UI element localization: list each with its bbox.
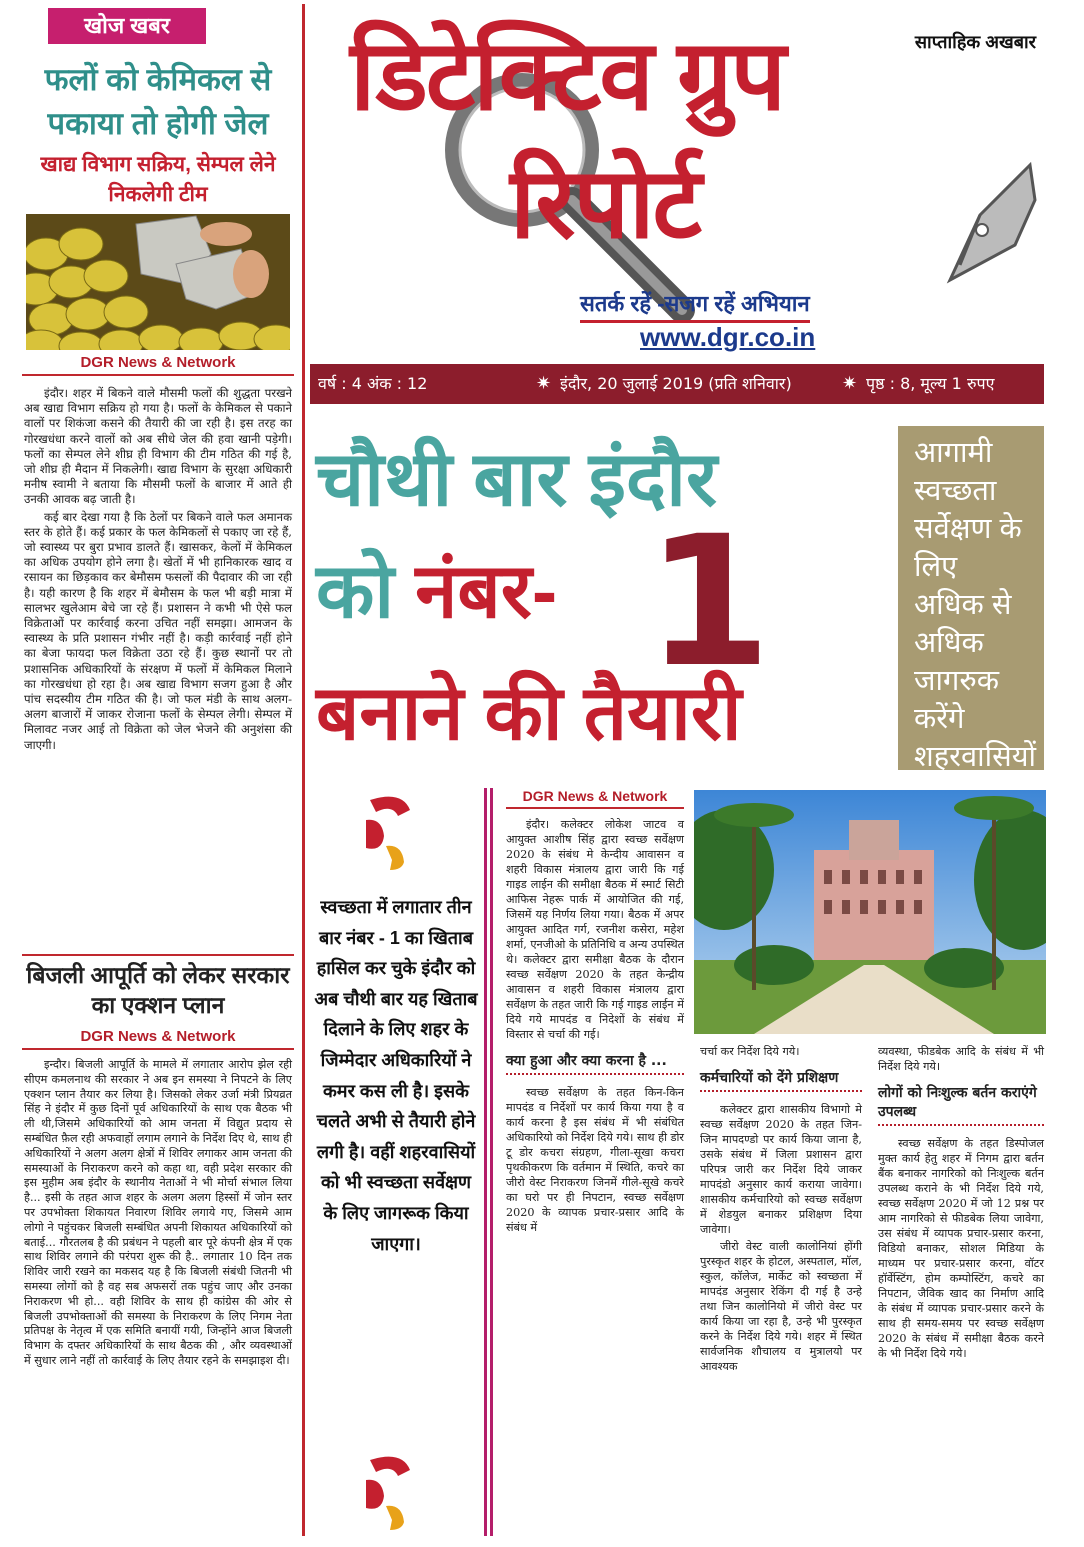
- section-subhead: लोगों को निःशुल्क बर्तन कराएंगे उपलब्ध: [878, 1084, 1044, 1126]
- lead-col-2: [700, 1044, 862, 1376]
- star-icon: ✷: [536, 373, 552, 394]
- story-divider: [22, 954, 294, 956]
- masthead-slogan: सतर्क रहें -सजग रहें अभियान: [580, 288, 810, 323]
- issue-pages-price: पृष्ठ : 8, मूल्य 1 रुपए: [866, 374, 995, 393]
- double-rule: [490, 788, 493, 1536]
- pull-quote-box: [312, 790, 480, 1534]
- section-subhead: क्या हुआ और क्या करना है ...: [506, 1052, 684, 1075]
- pull-quote-text: स्वच्छता में लगातार तीन बार नंबर - 1 का खिताब हासिल कर चुके इंदौर को अब चौथी बार यह खिताब दिलाने के लिए शहर के जिम्मेदार अधिकारियों ने कमर कस ली है। इसके चलते अभी से तैयारी होने लगी है। वहीं शहरवासियों को भी स्वच्छता सर्वेक्षण के लिए जागरूक किया जाएगा।: [314, 897, 478, 1254]
- paragraph: चर्चा कर निर्देश दिये गये।: [700, 1045, 800, 1058]
- lead-col-3: [878, 1044, 1044, 1363]
- left-story2-body: [24, 1058, 292, 1371]
- section-subhead: कर्मचारियों को देंगे प्रशिक्षण: [700, 1069, 862, 1092]
- left-headline-2: बिजली आपूर्ति को लेकर सरकार का एक्शन प्लान: [26, 962, 290, 1018]
- byline-rule-2: [22, 1048, 294, 1050]
- mango-photo: [26, 214, 290, 350]
- paragraph: व्यवस्था, फीडबेक आदि के संबंध में भी निर्देश दिये गये।: [878, 1045, 1044, 1073]
- kicker-badge: खोज खबर: [48, 8, 206, 44]
- double-rule: [484, 788, 487, 1536]
- paragraph: इन्दौर। बिजली आपूर्ति के मामले में लगातार आरोप झेल रही सीएम कमलनाथ की सरकार ने अब इन समस्या ने निपटने के लिए एक्शन प्लान तैयार कर लिया है। जिसको लेकर उर्जा मंत्री प्रियव्रत सिंह ने इंदौर में कुछ दिनों पूर्व अधिकारियों के साथ एक बैठक भी ली थी,जिसमे अधिकारियों को आम जनता में विद्युत प्रदाय से सम्बंधित फ़ैल रही अफवाहों लगाम लगाने के निर्देश दिए थे, साथ ही अधिकारियों ने अलग अलग क्षेत्रों में शिविर लगाकर आम जनता की समस्याओं के निराकरण करने को कहा था, वही प्रदेश सरकार की इस मुहीम अब इंदौर के स्थानीय नेताओं ने भी मोर्चा संभाल लिया है... इसी के तहत आज शहर के अलग अलग हिस्सों में जोन स्तर पर उपभोक्ता शिकायत निवारण शिविर लगाये गए, जिसमे आम लोगो ने पहुंचकर बिजली सम्बंधित अपनी शिकायत अधिकारियों को बताई... गौरतलब है की प्रबंधन ने पहली बार पूरे कंपनी क्षेत्र में एक साथ शिविर लगाने की परंपरा शुरू की है.. लगातार 10 दिन तक शिविर जारी रखने का मकसद यह है कि बिजली संबंधी जितनी भी समस्या लोगों को है वह सब अफसरों तक पहुंच जाए और उनका निराकरण भी हो... वही शिविर के साथ ही कांग्रेस की ओर से बिजली उपभोक्ताओं की समस्या के निराकरण के लिए निगम नेता प्रतिपक्ष के नेतृत्व में एक समिति बनायीं गयी, जिन्होंने आज बिजली विभाग के दफ्तर अधिकारियों के साथ बैठक की , और व्यवस्थाओं में सुधार लाने नहीं तो कार्रवाई के लिए तैयार रहने के समझाइश दी।: [24, 1058, 292, 1367]
- lead-headline: [316, 430, 886, 785]
- paragraph: कलेक्टर द्वारा शासकीय विभागो मे स्वच्छ सर्वेक्षण 2020 के तहत जिन-जिन मापदण्डो पर कार्य किया जाना है, उसके संबंध में जिला प्रशासन द्वारा परिपत्र जारी कर निर्देश दिये जाकर मापदंडो अनुसार कार्य कराया जावेगा। शासकीय कर्मचारियो को स्वच्छ सर्वेक्षण में शेडयुल बनाकर प्रशिक्षण दिया जावेगा।: [700, 1103, 862, 1236]
- lead-byline: DGR News & Network: [522, 788, 668, 804]
- pen-nib-icon: [920, 160, 1040, 290]
- byline-rule: [506, 807, 684, 809]
- left-column: [22, 6, 294, 1536]
- left-story-body: [24, 386, 292, 755]
- column-separator: [302, 4, 305, 1536]
- masthead: [310, 0, 1084, 360]
- masthead-title-line1: डिटेक्टिव ग्रुप: [350, 20, 785, 130]
- quote-mark-icon: [362, 1450, 422, 1530]
- weekly-tag: साप्ताहिक अखबार: [914, 32, 1036, 52]
- masthead-website[interactable]: www.dgr.co.in: [640, 322, 816, 352]
- left-subhead: खाद्य विभाग सक्रिय, सेम्पल लेने निकलेगी टीम: [40, 153, 276, 206]
- paragraph: इंदौर। शहर में बिकने वाले मौसमी फलों की शुद्धता परखने अब खाद्य विभाग सक्रिय हो गया है। फलों के केमिकल से पकाने वालों पर शिकंजा कसने की तैयारी की जा रही है। इस तरह का गोरखधंधा करने वालों को अब सीधे जेल की हवा खानी पड़ेगी। फलों का सेम्पल लेने शीघ्र ही विभाग की टीम गठित की गई है, जो शीघ्र ही मैदान में निकलेगी। खाद्य विभाग के सुरक्षा अधिकारी मनीष स्वामी ने बताया कि मौसमी फलों के बाजार में आते ही उनकी आवक बढ़ जाती है।: [24, 386, 292, 507]
- byline-rule: [22, 374, 294, 376]
- side-box: आगामी स्वच्छता सर्वेक्षण के लिए अधिक से अधिक जागरुक करेंगे शहरवासियों: [898, 426, 1044, 770]
- masthead-title-line2: रिपोर्ट: [510, 148, 700, 258]
- issue-dateline: इंदौर, 20 जुलाई 2019 (प्रति शनिवार): [560, 374, 792, 393]
- headline-word-ko: को: [316, 549, 395, 634]
- headline-line3: बनाने की तैयारी: [316, 671, 742, 756]
- star-icon: ✷: [842, 373, 858, 394]
- left-byline-2: DGR News & Network: [80, 1028, 236, 1045]
- mango-illustration: [26, 214, 290, 350]
- headline-line1: चौथी बार इंदौर: [316, 437, 718, 522]
- left-byline: DGR News & Network: [80, 354, 236, 371]
- headline-line2: [316, 542, 557, 642]
- paragraph: कई बार देखा गया है कि ठेलों पर बिकने वाले फल अमानक स्तर के होते हैं। कई प्रकार के फल केमिकलों से पकाए जा रहे हैं, जो स्वास्थ्य पर बुरा प्रभाव डालते हैं। खासकर, केलों में केमिकल का अधिक उपयोग होने लगा है। खेतों में भी हानिकारक खाद व रसायन का छिड़काव कर बेमौसम फसलों की पैदावार की जा रही है। यही कारण है कि शहर में बेमौसम के फल भी बड़ी मात्रा में सालभर खुलेआम बेचे जा रहे हैं। प्रशासन ने कभी भी ऐसे फल विक्रेताओं पर कार्रवाई करना उचित नहीं समझा। आमजन के स्वास्थ्य के प्रति प्रशासन गंभीर नहीं है। कड़ी कार्रवाई नहीं होने का बेजा फायदा फल विक्रेता उठा रहे हैं। कुछ स्थानों पर तो प्रशासनिक अधिकारियों के संरक्षण में फलों में केमिकल मिलाने का गोरखधंधा हो रहा है। अब खाद्य विभाग सजग हुआ है और पांच सदस्यीय टीम गठित की है। जो फल मंडी के साथ अलग-अलग बाजारों में जाकर रोजाना फलों के सेम्पल लेगी। सेम्पल में मिलावट नजर आई तो विक्रेता को जेल भेजने की अनुशंसा की जाएगी।: [24, 509, 292, 752]
- paragraph: स्वच्छ सर्वेक्षण के तहत डिस्पोजल मुक्त कार्य हेतु शहर में निगम द्वारा बर्तन बैंक बनाकर नागरिको को निःशुल्क बर्तन उपलब्ध कराने के भी निर्देश दिये गये, स्वच्छ सर्वेक्षण 2020 में जो 12 प्रश्न पर आम नागरिको से फीडबेक लिया जावेगा, उस संबंध में व्यापक प्रचार-प्रसार करना, विडियो बनाकर, सोशल मिडिया के माध्यम पर प्रचार-प्रसार करना, वॉटर हॉर्वेस्टिंग, होम कम्पोस्टिंग, कचरे का निपटान, जैविक खाद का निर्माण आदि के संबंध में व्यापक प्रचार-प्रसार करने के साथ ही समय-समय पर स्वच्छ सर्वेक्षण 2020 के संबंध में समीक्षा बैठक करने के भी निर्देश दिये गये।: [878, 1137, 1044, 1360]
- issue-bar: [310, 364, 1044, 404]
- quote-mark-icon: [362, 790, 422, 870]
- headline-number-1: 1: [646, 498, 772, 707]
- paragraph: स्वच्छ सर्वेक्षण के तहत किन-किन मापदंड व निर्देशों पर कार्य किया गया है व कार्य करना है इस संबंध में भी संबंधित अधिकारियो को निर्देश दिये गये। साथ ही डोर टू डोर कचरा संग्रहण, गीला-सूखा कचरा पृथकीकरण कि वर्तमान में स्थिति, कचरे का जीरो वेस्ट निराकरण जिनमें गीले-सूखे कचरे का घरो पर ही निपटान, स्वच्छ सर्वेक्षण 2020 के व्यापक प्रचार-प्रसार आदि के संबंध में: [506, 1086, 684, 1234]
- issue-volume: वर्ष : 4 अंक : 12: [318, 374, 428, 393]
- lead-col-1: [506, 788, 684, 1237]
- headline-word-number: नंबर-: [415, 549, 558, 634]
- rajwada-palace-photo: [694, 790, 1046, 1034]
- left-headline: फलों को केमिकल से पकाया तो होगी जेल: [44, 62, 272, 141]
- paragraph: इंदौर। कलेक्टर लोकेश जाटव व आयुक्त आशीष सिंह द्वारा स्वच्छ सर्वेक्षण 2020 के संबंध मे केन्दीय आवासन व शहरी विकास मंत्रालय द्वारा जारी कि गई गाइड लाईन की समीक्षा बैठक में स्मार्ट सिटी आफिस नेहरू पार्क में आयोजित की गई, जिसमें यह निर्णय लिया गया। बैठक में अपर आयुक्त आदित गर्ग, रजनीश कसेरा, महेश शर्मा, एनजीओ के प्रतिनिधि व अन्य उपस्थित थे। कलेक्टर द्वारा समीक्षा बैठक के दौरान स्वच्छ सर्वेक्षण 2020 के तहत केन्द्रीय आवासन व शहरी विकास मंत्रालय द्वारा सर्वेक्षण के तहत जारी कि गई गाइड लाईन में दिये गये मापदंड व निदेशों के संबंध में विस्तार से चर्चा की गई।: [506, 818, 684, 1041]
- paragraph: जीरो वेस्ट वाली कालोनियां होंगी पुरस्कृत शहर के होटल, अस्पताल, मॉल, स्कुल, कॉलेज, मार्केट को स्वच्छता में मापदंड अनुसार रेकिंग दी गई है उन्हे तथा जिन कालोनियो में जीरो वेस्ट पर कार्य किया जा रहा है, उन्हे भी पुरस्कृत करने के निर्देश दिये गये। शहर में स्थित सार्वजनिक शौचालय व मुत्रालयो पर आवश्यक: [700, 1240, 862, 1373]
